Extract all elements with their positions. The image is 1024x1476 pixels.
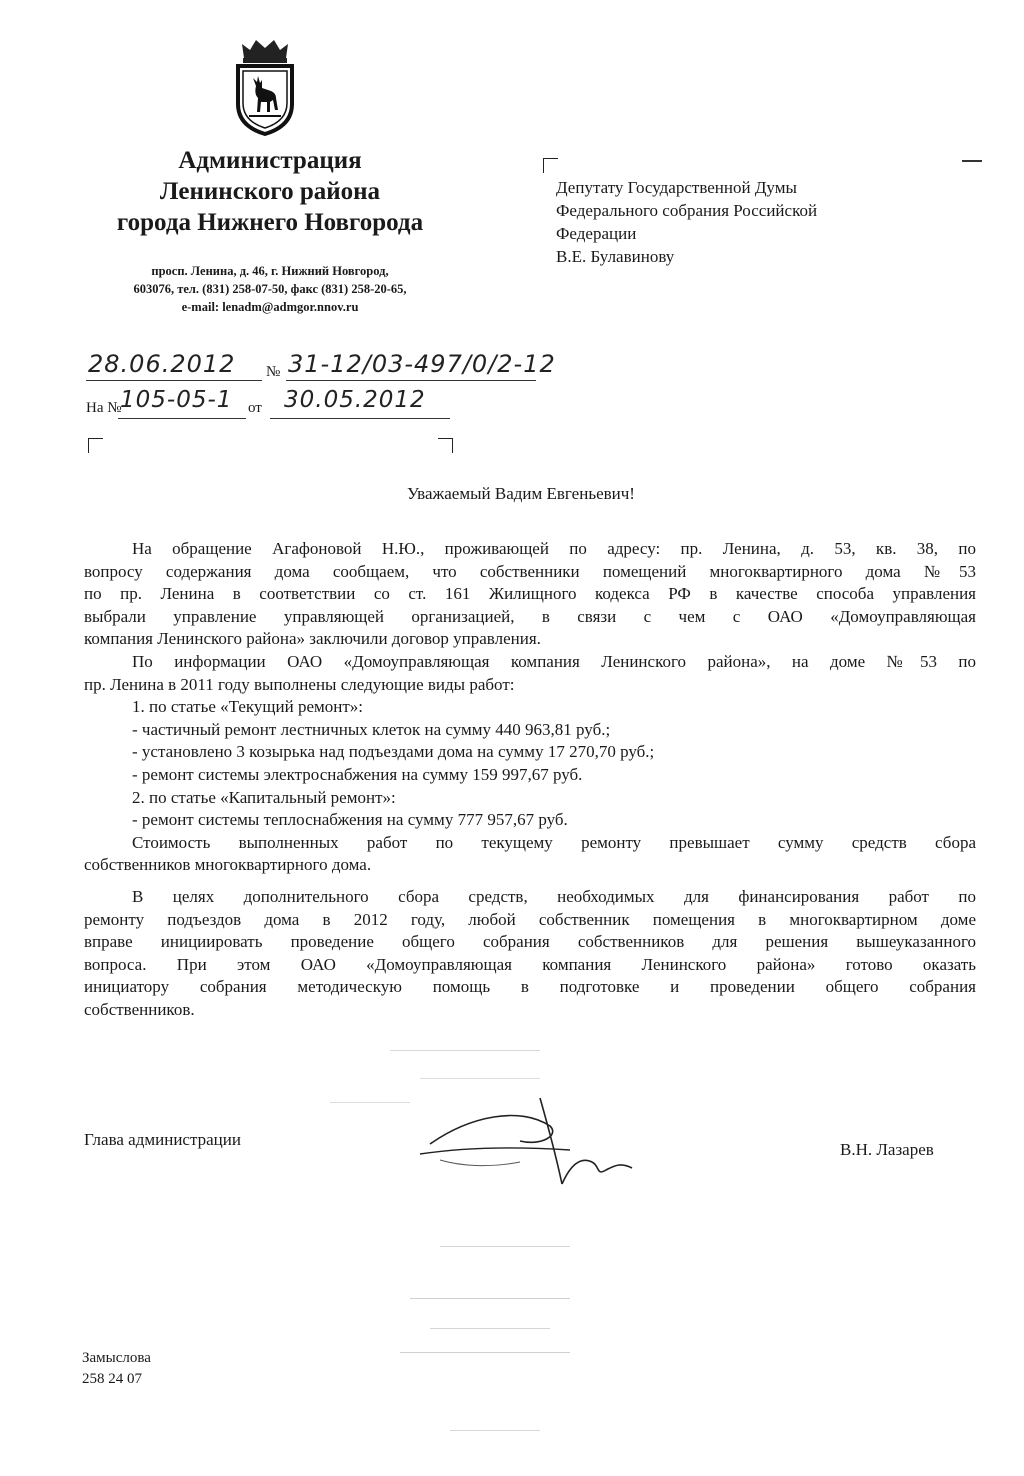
organization-name [70, 145, 470, 238]
number-underline [286, 380, 536, 381]
handwritten-signature [400, 1096, 640, 1186]
paragraph-4-line-1: В целях дополнительного сбора средств, необходимых для финансирования работ по [132, 886, 976, 906]
paragraph-4 [84, 886, 976, 1022]
reply-date-underline [270, 418, 450, 419]
signatory-title: Глава администрации [84, 1130, 241, 1149]
works-list-item-5: 2. по статье «Капитальный ремонт»: [132, 787, 396, 807]
paragraph-3-line-1: Стоимость выполненных работ по текущему ремонту превышает сумму средств сбора [132, 832, 976, 852]
works-list-item-4: - ремонт системы электроснабжения на сумму 159 997,67 руб. [132, 764, 583, 784]
org-name-line-3: города Нижнего Новгорода [116, 209, 424, 236]
reply-number: 105-05-1 [120, 387, 233, 413]
works-list-item-2: - частичный ремонт лестничных клеток на сумму 440 963,81 руб.; [132, 719, 611, 739]
salutation: Уважаемый Вадим Евгеньевич! [407, 484, 635, 503]
executor-phone: 258 24 07 [82, 1371, 142, 1387]
recipient-corner-left [543, 158, 558, 173]
subject-corner-left [88, 438, 103, 453]
works-list [84, 696, 976, 832]
registration-date: 28.06.2012 [88, 350, 236, 378]
paragraph-4-line-5: инициатору собрания методическую помощь в подготовке и проведении общего собрания [84, 977, 976, 997]
reply-date: 30.05.2012 [284, 387, 426, 413]
paragraph-2-line-2: пр. Ленина в 2011 году выполнены следующие виды работ: [84, 674, 515, 694]
paragraph-4-line-4: вопроса. При этом ОАО «Домоуправляющая компания Ленинского района» готово оказать [84, 954, 976, 974]
org-name-line-1: Администрация [178, 147, 362, 174]
bleed-mark [440, 1246, 570, 1247]
org-name-line-2: Ленинского района [159, 178, 381, 205]
paragraph-2-line-1: По информации ОАО «Домоуправляющая компания Ленинского района», на доме №53 по [132, 651, 976, 671]
paragraph-1-line-4: выбрали управление управляющей организацией, в связи с чем с ОАО «Домоуправляющая [84, 606, 976, 626]
reply-prefix: На № [86, 400, 122, 416]
executor-name: Замыслова [82, 1350, 151, 1366]
reply-from-label: от [248, 400, 262, 416]
paragraph-1 [84, 538, 976, 651]
recipient-corner-right [962, 160, 982, 162]
recipient-line-4: В.Е. Булавинову [556, 247, 675, 266]
paragraph-3 [84, 832, 976, 877]
bleed-mark [430, 1328, 550, 1329]
bleed-mark [390, 1050, 540, 1051]
reply-number-underline [118, 418, 246, 419]
signatory-name: В.Н. Лазарев [840, 1140, 934, 1159]
paragraph-1-line-3: по пр. Ленина в соответствии со ст. 161 Жилищного кодекса РФ в качестве способа управления [84, 584, 976, 604]
works-list-item-3: - установлено 3 козырька над подъездами дома на сумму 17 270,70 руб.; [132, 742, 655, 762]
paragraph-4-line-2: ремонту подъездов дома в 2012 году, любой собственник помещения в многоквартирном доме [84, 909, 976, 929]
recipient-block [556, 176, 976, 268]
paragraph-1-line-5: компания Ленинского района» заключили договор управления. [84, 629, 541, 649]
paragraph-4-line-6: собственников. [84, 999, 195, 1019]
recipient-line-1: Депутату Государственной Думы [556, 178, 797, 197]
works-list-item-1: 1. по статье «Текущий ремонт»: [132, 697, 364, 717]
subject-corner-right [438, 438, 453, 453]
bleed-mark [400, 1352, 570, 1353]
paragraph-4-line-3: вправе инициировать проведение общего собрания собственников для решения вышеуказанного [84, 932, 976, 952]
reply-reference-line [86, 388, 486, 422]
registration-date-line [86, 348, 626, 382]
bleed-mark [410, 1298, 570, 1299]
works-list-item-6: - ремонт системы теплоснабжения на сумму 777 957,67 руб. [132, 810, 568, 830]
paragraph-1-line-2: вопросу содержания дома сообщаем, что собственники помещений многоквартирного дома №53 [84, 561, 976, 581]
paragraph-2 [84, 651, 976, 696]
address-line-1: просп. Ленина, д. 46, г. Нижний Новгород, [151, 264, 389, 278]
recipient-line-3: Федерации [556, 224, 637, 243]
date-underline [86, 380, 262, 381]
organization-address [70, 262, 470, 316]
letter-body [84, 538, 976, 1021]
paragraph-3-line-2: собственников многоквартирного дома. [84, 855, 372, 875]
number-sign: № [266, 364, 281, 380]
recipient-line-2: Федерального собрания Российской [556, 201, 818, 220]
bleed-mark [420, 1078, 540, 1079]
paragraph-1-line-1: На обращение Агафоновой Н.Ю., проживающей по адресу: пр. Ленина, д. 53, кв. 38, по [132, 539, 976, 558]
executor-block [82, 1348, 151, 1390]
bleed-mark [450, 1430, 540, 1431]
bleed-mark [330, 1102, 410, 1103]
address-line-3: e-mail: lenadm@admgor.nnov.ru [181, 300, 359, 314]
address-line-2: 603076, тел. (831) 258-07-50, факс (831) 258-20-65, [133, 282, 407, 296]
registration-number: 31-12/03-497/0/2-12 [288, 350, 556, 378]
coat-of-arms-emblem [232, 36, 298, 136]
